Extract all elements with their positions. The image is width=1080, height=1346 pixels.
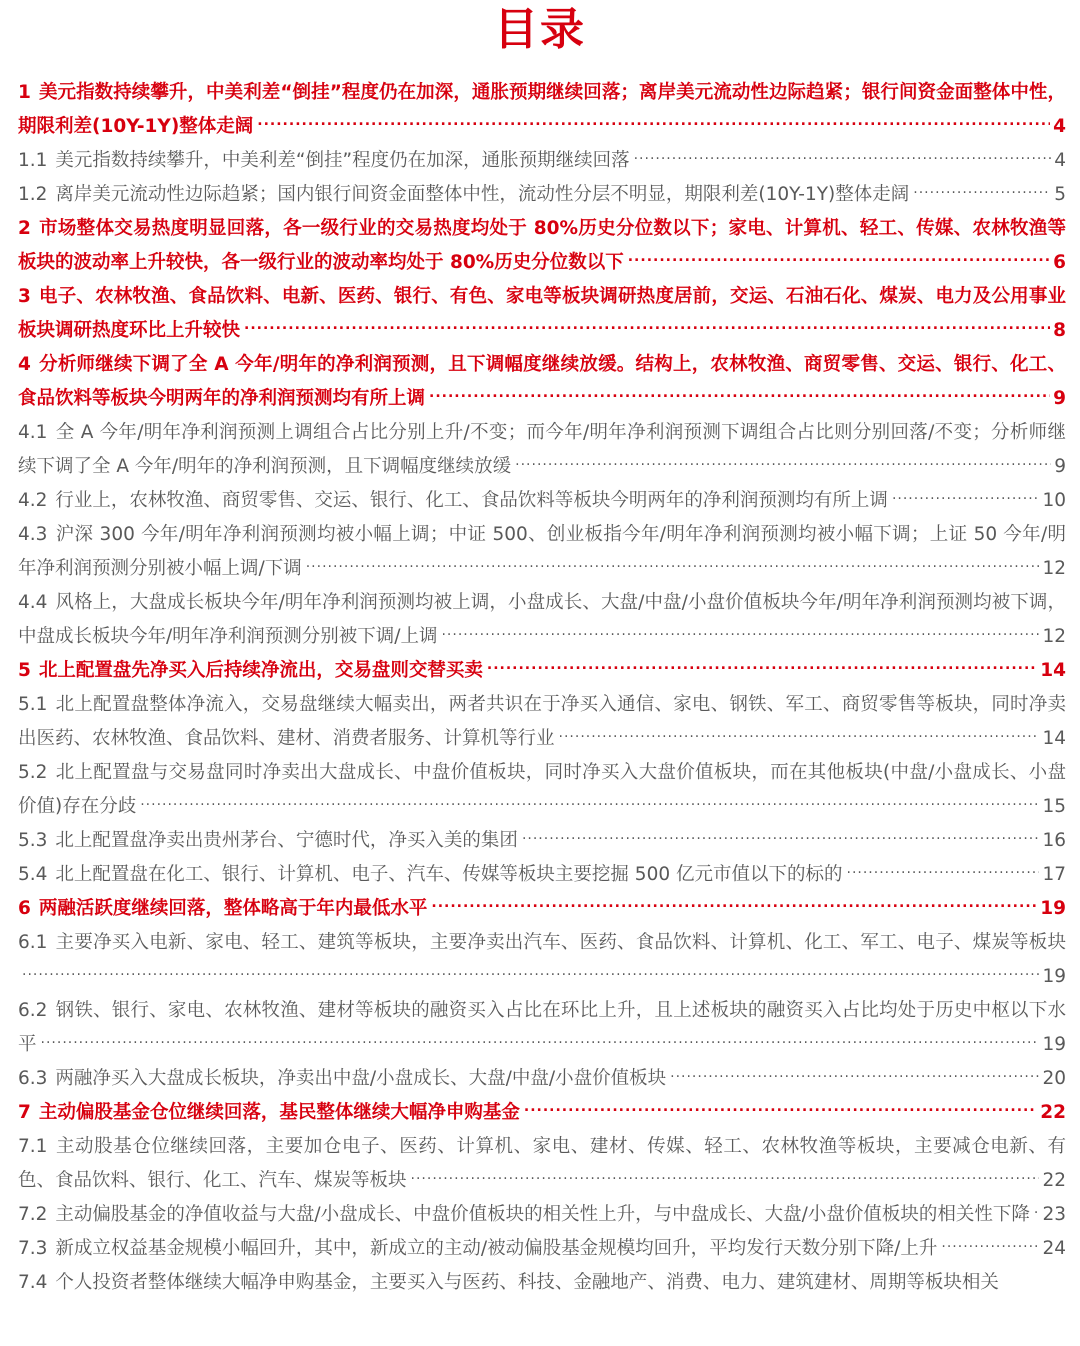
toc-entry-text: 个人投资者整体继续大幅净申购基金，主要买入与医药、科技、金融地产、消费、电力、建筑建材、周期等板块相关 [55, 1272, 999, 1293]
page-number-spacer [37, 1040, 67, 1050]
page-number-spacer [666, 1074, 696, 1084]
toc-page-number: 8 [1050, 314, 1066, 348]
toc-entry-number: 6.3 [18, 1068, 48, 1089]
toc-subsection-link[interactable] [18, 688, 1066, 756]
toc-subsection-link[interactable] [18, 1062, 1066, 1096]
toc-section-link[interactable] [18, 892, 1066, 926]
toc-entry-number: 7.2 [18, 1204, 48, 1225]
toc-page-number: 16 [1039, 824, 1066, 858]
toc-entry-number: 5.4 [18, 864, 48, 885]
toc-entry-text: 北上配置盘先净买入后持续净流出，交易盘则交替买卖 [38, 660, 483, 681]
toc-subsection-link[interactable] [18, 858, 1066, 892]
page-number-spacer [253, 122, 283, 132]
toc-subsection-link[interactable] [18, 586, 1066, 654]
toc-subsection-link[interactable] [18, 824, 1066, 858]
toc-entry-number: 5.2 [18, 762, 48, 783]
toc-entry-text: 美元指数持续攀升，中美利差“倒挂”程度仍在加深，通胀预期继续回落 [55, 150, 630, 171]
toc-section-link[interactable] [18, 76, 1066, 144]
toc-section-link[interactable] [18, 280, 1066, 348]
page-number-spacer [427, 904, 457, 914]
toc-page-number: 9 [1050, 382, 1066, 416]
toc-entry-text: 北上配置盘在化工、银行、计算机、电子、汽车、传媒等板块主要挖掘 500 亿元市值以下的标的 [55, 864, 843, 885]
toc-page-number: 19 [1039, 960, 1066, 994]
toc-subsection-link[interactable] [18, 178, 1066, 212]
page-number-spacer [624, 258, 654, 268]
page-number-spacer [18, 972, 48, 982]
toc-page-number: 12 [1039, 620, 1066, 654]
page-number-spacer [937, 1244, 967, 1254]
toc-entry-number: 1.2 [18, 184, 48, 205]
toc-entry-number: 7.3 [18, 1238, 48, 1259]
toc-page-number: 14 [1039, 722, 1066, 756]
toc-entry-text: 风格上，大盘成长板块今年/明年净利润预测均被上调，小盘成长、大盘/中盘/小盘价值板块今年/明年净利润预测均被下调，中盘成长板块今年/明年净利润预测分别被下调/上调 [18, 592, 1066, 647]
page-number-spacer [511, 462, 541, 472]
toc-entry-text: 北上配置盘整体净流入，交易盘继续大幅卖出，两者共识在于净买入通信、家电、钢铁、军工、商贸零售等板块，同时净卖出医药、农林牧渔、食品饮料、建材、消费者服务、计算机等行业 [18, 694, 1066, 749]
toc-section-link[interactable] [18, 654, 1066, 688]
toc-page-number: 5 [1051, 178, 1066, 212]
page-number-spacer [407, 1176, 437, 1186]
toc-page-number: 22 [1037, 1096, 1066, 1130]
page-number-spacer [483, 666, 513, 676]
toc-subsection-link[interactable] [18, 1198, 1066, 1232]
toc-subsection-link[interactable] [18, 144, 1066, 178]
toc-entry-number: 4.1 [18, 422, 48, 443]
toc-page-number: 14 [1037, 654, 1066, 688]
page-number-spacer [437, 632, 467, 642]
toc-subsection-link[interactable] [18, 416, 1066, 484]
page-number-spacer [909, 190, 939, 200]
toc-page-number: 20 [1039, 1062, 1066, 1096]
toc-entry-text: 市场整体交易热度明显回落，各一级行业的交易热度均处于 80%历史分位数以下；家电、计算机、轻工、传媒、农林牧渔等板块的波动率上升较快，各一级行业的波动率均处于 80%历史分位数以下 [18, 218, 1066, 273]
page-number-spacer [843, 870, 873, 880]
toc-page-number: 9 [1051, 450, 1066, 484]
toc-subsection-link[interactable] [18, 1232, 1066, 1266]
toc-subsection-link[interactable] [18, 926, 1066, 994]
toc-entry-number: 1.1 [18, 150, 48, 171]
page-number-spacer [518, 836, 548, 846]
toc-page-number: 12 [1039, 552, 1066, 586]
toc-page-number: 23 [1039, 1198, 1066, 1232]
toc-subsection-link[interactable] [18, 1266, 1066, 1300]
toc-entry-number: 6.2 [18, 1000, 48, 1021]
page-number-spacer [630, 156, 660, 166]
toc-entry-text: 主动股基仓位继续回落，主要加仓电子、医药、计算机、家电、建材、传媒、轻工、农林牧渔等板块，主要减仓电新、有色、食品饮料、银行、化工、汽车、煤炭等板块 [18, 1136, 1066, 1191]
toc-entry-number: 6 [18, 898, 31, 919]
toc-entry-number: 7.1 [18, 1136, 48, 1157]
toc-entry-text: 电子、农林牧渔、食品饮料、电新、医药、银行、有色、家电等板块调研热度居前，交运、石油石化、煤炭、电力及公用事业板块调研热度环比上升较快 [18, 286, 1066, 341]
toc-page-number: 24 [1039, 1232, 1066, 1266]
toc-entry-number: 1 [18, 82, 31, 103]
toc-page-number: 6 [1050, 246, 1066, 280]
page-number-spacer [240, 326, 270, 336]
toc-subsection-link[interactable] [18, 484, 1066, 518]
toc-subsection-link[interactable] [18, 1130, 1066, 1198]
toc-page-number: 15 [1039, 790, 1066, 824]
toc-entry-text: 离岸美元流动性边际趋紧；国内银行间资金面整体中性，流动性分层不明显，期限利差(10Y-1Y)整体走阔 [55, 184, 910, 205]
toc-entry-text: 行业上，农林牧渔、商贸零售、交运、银行、化工、食品饮料等板块今明两年的净利润预测均有所上调 [55, 490, 888, 511]
toc-page-number: 4 [1051, 144, 1066, 178]
toc-entry-text: 两融净买入大盘成长板块，净卖出中盘/小盘成长、大盘/中盘/小盘价值板块 [55, 1068, 667, 1089]
toc-entry-number: 4.3 [18, 524, 48, 545]
toc-entry-number: 7.4 [18, 1272, 48, 1293]
toc-entry-number: 4.2 [18, 490, 48, 511]
toc-entry-text: 北上配置盘与交易盘同时净卖出大盘成长、中盘价值板块，同时净买入大盘价值板块，而在其他板块(中盘/小盘成长、小盘价值)存在分歧 [18, 762, 1066, 817]
toc-entry-number: 6.1 [18, 932, 48, 953]
toc-section-link[interactable] [18, 1096, 1066, 1130]
toc-entry-number: 5.3 [18, 830, 48, 851]
toc-entry-text: 主动偏股基金的净值收益与大盘/小盘成长、中盘价值板块的相关性上升，与中盘成长、大盘/小盘价值板块的相关性下降 [55, 1204, 1030, 1225]
toc-section-link[interactable] [18, 212, 1066, 280]
toc-entry-number: 3 [18, 286, 31, 307]
page-number-spacer [136, 802, 166, 812]
page-number-spacer [302, 564, 332, 574]
toc-entry-text: 沪深 300 今年/明年净利润预测均被小幅上调；中证 500、创业板指今年/明年净利润预测均被小幅下调；上证 50 今年/明年净利润预测分别被小幅上调/下调 [18, 524, 1066, 579]
toc-entry-number: 4.4 [18, 592, 48, 613]
page-number-spacer [425, 394, 455, 404]
toc-entry-text: 分析师继续下调了全 A 今年/明年的净利润预测，且下调幅度继续放缓。结构上，农林牧渔、商贸零售、交运、银行、化工、食品饮料等板块今明两年的净利润预测均有所上调 [18, 354, 1066, 409]
toc-subsection-link[interactable] [18, 994, 1066, 1062]
toc-entry-text: 美元指数持续攀升，中美利差“倒挂”程度仍在加深，通胀预期继续回落；离岸美元流动性边际趋紧；银行间资金面整体中性，期限利差(10Y-1Y)整体走阔 [18, 82, 1066, 137]
page-number-spacer [555, 734, 585, 744]
toc-page-number: 4 [1050, 110, 1066, 144]
toc-subsection-link[interactable] [18, 756, 1066, 824]
toc-entry-text: 全 A 今年/明年净利润预测上调组合占比分别上升/不变；而今年/明年净利润预测下调组合占比则分别回落/不变；分析师继续下调了全 A 今年/明年的净利润预测，且下调幅度继续放缓 [18, 422, 1066, 477]
page-number-spacer [888, 496, 918, 506]
toc-page-number: 10 [1039, 484, 1066, 518]
toc-page-number: 19 [1037, 892, 1066, 926]
toc-entry-text: 主要净买入电新、家电、轻工、建筑等板块，主要净卖出汽车、医药、食品饮料、计算机、化工、军工、电子、煤炭等板块 [55, 932, 1066, 953]
toc-section-link[interactable] [18, 348, 1066, 416]
toc-entry-number: 5.1 [18, 694, 48, 715]
toc-entry-text: 两融活跃度继续回落，整体略高于年内最低水平 [38, 898, 428, 919]
toc-entry-number: 7 [18, 1102, 31, 1123]
table-of-contents [18, 76, 1066, 1300]
toc-page-number: 19 [1039, 1028, 1066, 1062]
toc-subsection-link[interactable] [18, 518, 1066, 586]
page-number-spacer [520, 1108, 550, 1118]
toc-entry-text: 主动偏股基金仓位继续回落，基民整体继续大幅净申购基金 [38, 1102, 520, 1123]
toc-entry-number: 4 [18, 354, 31, 375]
toc-entry-text: 北上配置盘净卖出贵州茅台、宁德时代，净买入美的集团 [55, 830, 518, 851]
toc-page-number: 22 [1039, 1164, 1066, 1198]
toc-entry-number: 5 [18, 660, 31, 681]
toc-page-number: 17 [1039, 858, 1066, 892]
toc-entry-text: 新成立权益基金规模小幅回升，其中，新成立的主动/被动偏股基金规模均回升，平均发行天数分别下降/上升 [55, 1238, 938, 1259]
toc-entry-number: 2 [18, 218, 31, 239]
toc-entry-text: 钢铁、银行、家电、农林牧渔、建材等板块的融资买入占比在环比上升，且上述板块的融资买入占比均处于历史中枢以下水平 [18, 1000, 1066, 1055]
toc-title: 目录 [494, 4, 586, 55]
